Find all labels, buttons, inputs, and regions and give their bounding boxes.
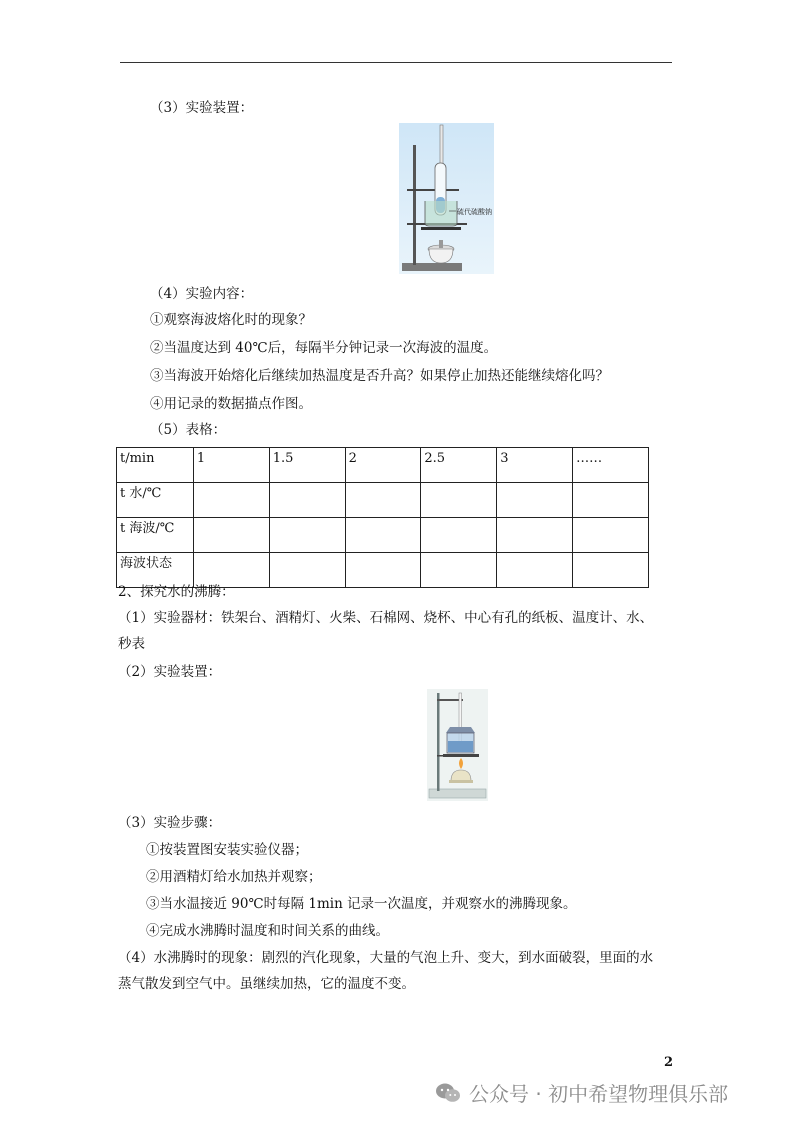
fig1-label: 硫代硫酸钠 (457, 208, 492, 216)
table-header-cell: 2 (345, 448, 421, 483)
table-cell (345, 518, 421, 553)
melting-step-3: ③当海波开始熔化后继续加热温度是否升高？如果停止加热还能继续熔化吗？ (150, 368, 609, 384)
boiling-apparatus-figure (427, 689, 488, 801)
materials-line-1: （1）实验器材：铁架台、酒精灯、火柴、石棉网、烧杯、中心有孔的纸板、温度计、水、 (118, 610, 654, 626)
table-row-label: t 水/℃ (117, 483, 194, 518)
table-row-label: t 海波/℃ (117, 518, 194, 553)
boiling-step-2: ②用酒精灯给水加热并观察； (146, 869, 322, 885)
phenomenon-line-1: （4）水沸腾时的现象：剧烈的汽化现象，大量的气泡上升、变大，到水面破裂，里面的水 (118, 950, 654, 966)
table-cell (421, 518, 497, 553)
table-cell (573, 518, 649, 553)
table-header-cell: 1 (193, 448, 269, 483)
table-header-cell: 2.5 (421, 448, 497, 483)
table-cell (497, 553, 573, 588)
materials-line-2: 秒表 (118, 636, 145, 652)
table-cell (269, 483, 345, 518)
table-cell (497, 518, 573, 553)
table-row-label: 海波状态 (117, 553, 194, 588)
watermark (435, 1078, 728, 1107)
table-header-row (117, 448, 649, 483)
page-number: 2 (664, 1055, 674, 1070)
table-cell (573, 483, 649, 518)
table-cell (193, 518, 269, 553)
section-5-title: （5）表格： (150, 422, 227, 438)
part-2-title: 2、探究水的沸腾： (118, 584, 235, 600)
phenomenon-line-2: 蒸气散发到空气中。虽继续加热，它的温度不变。 (118, 976, 415, 992)
melting-apparatus-illustration (399, 123, 494, 274)
table-cell (269, 518, 345, 553)
table-header-cell: 3 (497, 448, 573, 483)
table-row (117, 518, 649, 553)
melting-apparatus-figure (399, 123, 494, 274)
boil-setup-title: （2）实验装置： (118, 664, 222, 680)
table-cell (421, 483, 497, 518)
boiling-step-4: ④完成水沸腾时温度和时间关系的曲线。 (146, 923, 389, 939)
boiling-step-3: ③当水温接近 90℃时每隔 1min 记录一次温度，并观察水的沸腾现象。 (146, 896, 577, 912)
section-3-title: （3）实验装置： (150, 100, 254, 116)
table-cell (193, 483, 269, 518)
wechat-icon (435, 1082, 461, 1104)
table-header-cell: t/min (117, 448, 194, 483)
melting-step-2: ②当温度达到 40℃后，每隔半分钟记录一次海波的温度。 (150, 340, 498, 356)
section-4-title: （4）实验内容： (150, 286, 254, 302)
boil-steps-title: （3）实验步骤： (118, 815, 222, 831)
boiling-apparatus-illustration (427, 689, 488, 801)
melting-step-4: ④用记录的数据描点作图。 (150, 396, 312, 412)
table-cell (269, 553, 345, 588)
watermark-text: 公众号 · 初中希望物理俱乐部 (469, 1082, 729, 1106)
table-cell (345, 483, 421, 518)
header-rule (120, 62, 672, 63)
table-cell (421, 553, 497, 588)
table-cell (573, 553, 649, 588)
melting-data-table (116, 447, 649, 588)
table-header-cell: 1.5 (269, 448, 345, 483)
table-cell (497, 483, 573, 518)
table-cell (345, 553, 421, 588)
table-header-cell: …… (573, 448, 649, 483)
boiling-step-1: ①按装置图安装实验仪器； (146, 842, 308, 858)
melting-step-1: ①观察海波熔化时的现象？ (150, 312, 312, 328)
table-row (117, 483, 649, 518)
